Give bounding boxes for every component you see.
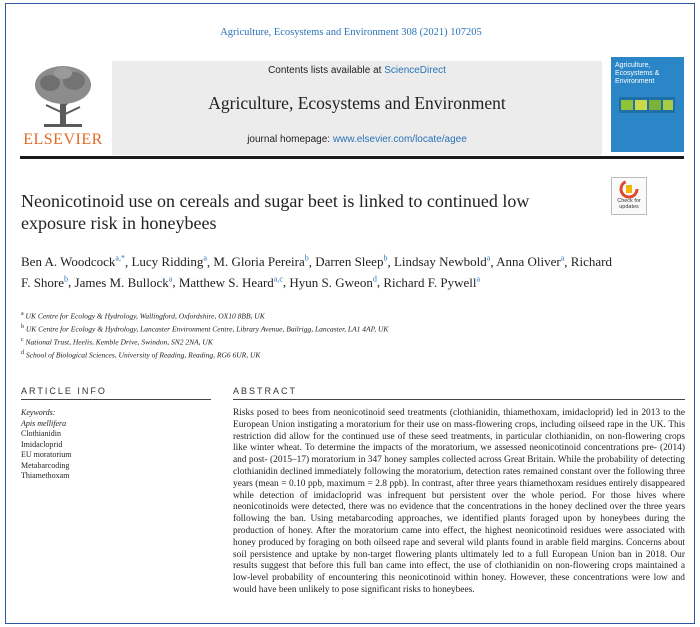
author[interactable]: Hyun S. Gweon$^d$ xyxy=(289,274,377,290)
tree-icon xyxy=(30,63,96,129)
homepage-prefix: journal homepage: xyxy=(247,134,333,145)
check-updates-label xyxy=(612,198,646,210)
affiliation: $^c$ National Trust, Heelis, Kemble Drive, Swindon, SN2 2NA, UK xyxy=(21,337,213,347)
journal-cover[interactable] xyxy=(611,57,684,152)
check-updates-icon xyxy=(612,179,646,199)
journal-title: Agriculture, Ecosystems and Environment xyxy=(208,93,506,113)
article-info-divider xyxy=(21,399,211,400)
keywords-label: Keywords: xyxy=(21,408,56,417)
article-title: Neonicotinoid use on cereals and sugar beet is linked to continued low exposure risk in honeybees xyxy=(21,191,530,233)
author[interactable]: Ben A. Woodcock$^{a,*}$ xyxy=(21,254,125,270)
affiliation: $^a$ UK Centre for Ecology & Hydrology, Wallingford, Oxfordshire, OX10 8BB, UK xyxy=(21,311,265,321)
keyword: Metabarcoding xyxy=(21,460,70,470)
author[interactable]: James M. Bullock$^a$ xyxy=(74,274,173,290)
author[interactable]: Anna Oliver$^a$ xyxy=(496,254,565,270)
check-updates-line1: Check for xyxy=(617,198,641,204)
check-updates-line2: updates xyxy=(619,204,639,210)
keyword: Apis mellifera xyxy=(21,418,67,428)
contents-line xyxy=(112,65,602,76)
author[interactable]: Matthew S. Heard$^{a,c}$ xyxy=(178,274,283,290)
elsevier-logo[interactable] xyxy=(22,63,104,155)
abstract-text: Risks posed to bees from neonicotinoid seed treatments (clothianidin, thiamethoxam, imidacloprid) led in 2013 to the European Union instigating a moratorium for their use on mass-flowering crops, including oilseed rape in the UK. This restriction did allow for the continued use of these seed treatments, in particular clothianidin, on non-flowering crops like winter wheat. To determine the impacts of the moratorium, we assessed neonicotinoid concentrations pre- (2014) and post- (2015–17) moratorium in 347 honey samples collected across Great Britain. While the probability of detecting clothianidin declined immediately following the moratorium, detection rates remained constant over the following three years (mean = 0.10 ppb, maximum = 2.8 ppb). In contrast, after three years thiamethoxam residues entirely disappeared while detection of imidacloprid was infrequent but persistent over the whole period. For those hives where neonicotinoids were detected, there was no evidence that the concentrations in the honey declined over the three years following the ban. Using metabarcoding approaches, we identified plants foraged upon by honeybees during the production of honey. After the moratorium came into effect, the highest neonicotinoid residues were associated with honey produced by foraging on both oilseed rape and several wild plants found in arable field margins. Concerns about soil persistence and uptake by non-target flowering plants ultimately led to a full European Union ban in 2018. Our results suggest that before this full ban came into effect, the use of clothianidin on non-flowering crops maintained a low-level probability of encountering this neonicotinoid within honey. However, these concentrations were low and would have been unlikely to pose significant risks to honeybees. xyxy=(233,408,685,595)
author[interactable]: M. Gloria Pereira$^b$ xyxy=(213,254,309,270)
author[interactable]: Richard F. Shore$^b$ xyxy=(21,254,612,290)
elsevier-wordmark: ELSEVIER xyxy=(23,131,103,148)
homepage-link[interactable]: www.elsevier.com/locate/agee xyxy=(332,134,467,145)
affiliation: $^b$ UK Centre for Ecology & Hydrology, Lancaster Environment Centre, Library Avenue, Bailrigg, Lancaster, LA1 4AP, UK xyxy=(21,324,389,334)
cover-image-icon xyxy=(619,97,675,113)
author[interactable]: Lucy Ridding$^a$ xyxy=(131,254,207,270)
contents-prefix: Contents lists available at xyxy=(268,65,385,76)
cover-title: Agriculture, Ecosystems & Environment xyxy=(615,62,660,85)
header-divider xyxy=(20,156,684,159)
keyword: Imidacloprid xyxy=(21,439,63,449)
abstract-heading: ABSTRACT xyxy=(233,386,298,396)
article-info-heading: ARTICLE INFO xyxy=(21,386,107,396)
keywords-block xyxy=(21,408,201,482)
abstract-divider xyxy=(233,399,685,400)
keyword: Clothianidin xyxy=(21,429,61,438)
keyword: Thiamethoxam xyxy=(21,471,70,480)
affiliation: $^d$ School of Biological Sciences, University of Reading, Reading, RG6 6UR, UK xyxy=(21,350,261,360)
article-page xyxy=(5,3,695,624)
author[interactable]: Lindsay Newbold$^a$ xyxy=(393,254,491,270)
sciencedirect-link[interactable]: ScienceDirect xyxy=(384,65,446,76)
affiliation-list xyxy=(21,309,621,361)
journal-header xyxy=(112,61,602,155)
author[interactable]: Richard F. Pywell$^a$ xyxy=(383,274,481,290)
check-for-updates-button[interactable] xyxy=(611,177,647,215)
journal-citation[interactable]: Agriculture, Ecosystems and Environment 308 (2021) 107205 xyxy=(220,27,482,38)
homepage-line xyxy=(112,134,602,145)
author-list: Ben A. Woodcock$^{a,*}$, Lucy Ridding$^a$, M. Gloria Pereira$^b$, Darren Sleep$^b$, Lindsay Newbold$^a$, Anna Oliver$^a$, Richard F. Shore$^b$, James M. Bullock$^a$, Matthew S. Heard$^{a,c}$, Hyun S. Gweon$^d$, Richard F. Pywell$^a$ xyxy=(21,254,612,290)
author[interactable]: Darren Sleep$^b$ xyxy=(315,254,388,270)
keyword: EU moratorium xyxy=(21,450,72,459)
